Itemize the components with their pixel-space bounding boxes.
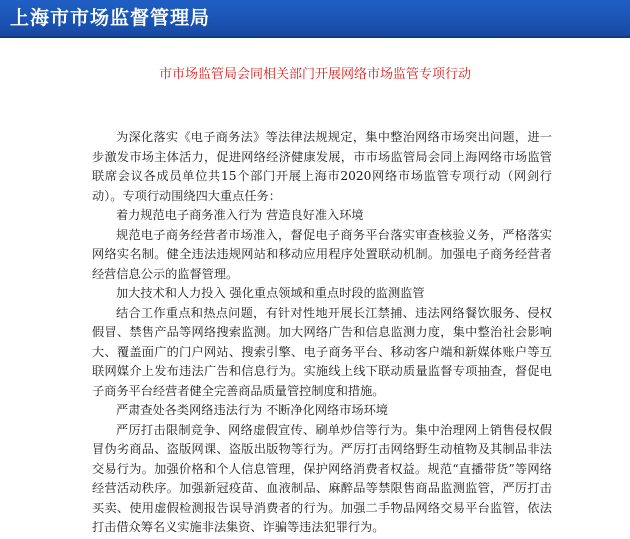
task-heading-1: 着力规范电子商务准入行为 营造良好准入环境 (116, 208, 364, 222)
task-heading-2: 加大技术和人力投入 强化重点领域和重点时段的监测监管 (116, 286, 425, 300)
task-paragraph-1: 规范电子商务经营者市场准入，督促电子商务平台落实审查核验义务，严格落实网络实名制。健全违法违规网站和移动应用程序处置联动机制。加强电子商务经营者经营信息公示的监督管理。 (92, 227, 552, 281)
site-title[interactable]: 上海市市场监督管理局 (10, 7, 211, 29)
intro-paragraph: 为深化落实《电子商务法》等法律法规规定，集中整治网络市场突出问题，进一步激发市场主体活力，促进网络经济健康发展，市市场监管局会同上海网络市场监管联席会议各成员单位共15个部门开展上海市2020网络市场监管专项行动（网剑行动）。专项行动围绕四大重点任务： (92, 130, 552, 203)
task-paragraph-3: 严厉打击限制竞争、网络虚假宣传、刷单炒信等行为。集中治理网上销售侵权假冒伪劣商品、盗版网课、盗版出版物等行为。严厉打击网络野生动植物及其制品非法交易行为。加强价格和个人信息管理，保护网络消费者权益。规范“直播带货”等网络经营活动秩序。加强新冠疫苗、血液制品、麻醉品等禁限售商品监测监管，严厉打击买卖、使用虚假检测报告误导消费者的行为。加强二手物品网络交易平台监管，依法打击借众筹名义实施非法集资、诈骗等违法犯罪行为。 (92, 422, 552, 534)
task-heading-3: 严肃查处各类网络违法行为 不断净化网络市场环境 (116, 403, 388, 417)
article-title: 市市场监管局会同相关部门开展网络市场监管专项行动 (158, 67, 471, 82)
article-body (92, 128, 552, 538)
site-header (0, 0, 630, 36)
task-paragraph-2: 结合工作重点和热点问题，有针对性地开展长江禁捕、违法网络餐饮服务、侵权假冒、禁售产品等网络搜索监测。加大网络广告和信息监测力度，集中整治社会影响大、覆盖面广的门户网站、搜索引擎、电子商务平台、移动客户端和新媒体账户等互联网媒介上发布违法广告和信息行为。实施线上线下联动质量监督专项抽查，督促电子商务平台经营者健全完善商品质量管控制度和措施。 (92, 305, 552, 398)
header-divider (0, 36, 630, 38)
